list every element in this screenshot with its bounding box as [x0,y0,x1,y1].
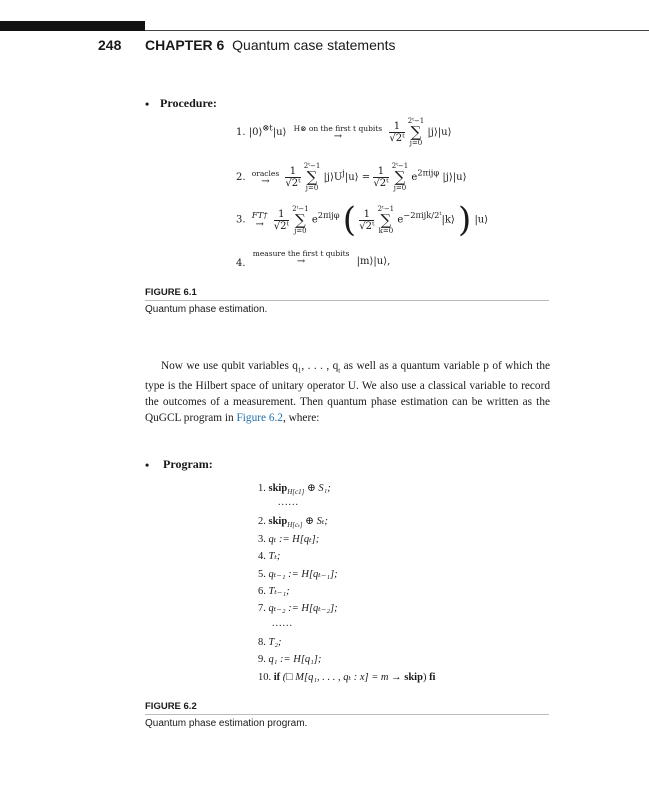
sum-upper: 2ᵗ−1 [391,162,409,170]
para-text-3: as well as a quantum variable p of which the type is the Hilbert space of unitary operator U. We also use a classical variable to record the outcomes of a measurement. Then quantum phase estimation can be written as the QuGCL program in [145,360,550,425]
sum-lower: j=0 [393,184,407,192]
keyword-skip: skip [268,516,288,527]
tensor-power: ⊗t [262,122,273,133]
line-number: 8. [258,637,266,648]
skip-subscript: H[c1] [287,488,305,497]
para-text-4: , where: [282,412,320,425]
line-text: q₁ := H[q₁]; [268,654,322,665]
program-line-10 [258,671,435,683]
sum-body: |j⟩|u⟩ [427,127,452,138]
line-text: qₜ₋₁ := H[qₜ₋₁]; [268,569,338,580]
exponent: −2πijk/2ᵗ [403,210,442,221]
procedure-step-2 [236,163,466,192]
line-number: 6. [258,586,266,597]
exp-base: e [311,214,318,226]
fraction-denominator: √2ᵗ [273,220,289,232]
sum-lower: j=0 [409,139,423,147]
line-number: 10. [258,672,272,683]
program-ellipsis-2: ...... [272,618,293,629]
exponent: 2πijφ [317,210,340,221]
program-line-7 [258,602,338,614]
program-bullet: • [145,458,150,472]
sum-body-tail: |u⟩ = [344,172,371,183]
arrow-label: oracles [251,169,280,178]
chapter-title: Quantum case statements [232,37,396,53]
line-text: (□ M[q₁, . . . , qₜ : x] = m → [280,672,405,683]
keyword-skip: skip [404,672,423,683]
line-text: Tₜ; [268,551,281,562]
para-text-2: , . . . , q [301,360,339,372]
para-sub-1: 1 [297,366,302,375]
step-number: 1. [236,127,246,138]
fraction-numerator: 1 [373,166,388,178]
sum-lower: j=0 [305,184,319,192]
program-line-1 [258,482,331,496]
sum-upper: 2ᵗ−1 [292,204,309,213]
program-line-2 [258,515,328,529]
arrow-label: FT† [251,211,268,221]
line-number: 9. [258,654,266,665]
sum-symbol: ∑ [380,210,392,229]
figure-2-caption: Quantum phase estimation program. [145,718,308,729]
fraction-denominator: √2ᵗ [285,178,301,189]
fraction-numerator: 1 [274,209,289,221]
line-number: 1. [258,483,266,494]
step-number: 4. [236,258,246,269]
line-number: 3. [258,534,266,545]
keyword-if: if [273,672,281,683]
sum-lower: j=0 [294,226,307,235]
sum-body: |j⟩|u⟩ [442,172,467,183]
keyword-skip: skip [268,483,288,494]
header-rule [145,30,649,31]
figure-1-label: FIGURE 6.1 [145,287,197,298]
sum-upper: 2ᵗ−1 [407,117,425,125]
exponent: 2πijφ [417,167,440,178]
ket-u: |u⟩ [272,127,287,138]
page-number: 248 [98,37,122,53]
figure-1-rule [145,300,549,301]
arrow-label: H⊗ on the first t qubits [293,124,383,133]
line-text: qₜ := H[qₜ]; [268,534,320,545]
line-text: ⊕ S₁; [304,483,331,494]
figure-6-2-link[interactable]: Figure 6.2 [236,412,283,425]
program-line-4 [258,550,280,562]
sum-body: |j⟩U [323,172,343,183]
arrow: → [255,219,264,230]
program-heading: Program: [163,457,213,471]
paren-close: ) [457,200,472,240]
line-text: Tₜ₋₁; [268,586,290,597]
chapter-heading [145,37,396,53]
program-line-9 [258,654,321,665]
paren-open: ( [342,200,357,240]
ket-u: |u⟩ [474,214,489,226]
fraction-denominator: √2ᵗ [359,220,375,232]
ket-zero: |0⟩ [248,127,263,138]
line-number: 4. [258,551,266,562]
para-sub-t: t [338,366,341,375]
procedure-step-1 [236,118,452,147]
line-text: T₂; [268,637,282,648]
program-line-6 [258,585,290,597]
step-number: 3. [236,214,246,226]
sum-symbol: ∑ [306,168,318,186]
arrow: → [333,131,343,142]
line-number: 2. [258,516,266,527]
exp-base: e [397,214,404,226]
sum-upper: 2ᵗ−1 [303,162,321,170]
program-ellipsis-1: ...... [278,497,299,508]
figure-1-caption: Quantum phase estimation. [145,304,268,315]
fraction-numerator: 1 [389,121,404,133]
figure-2-label: FIGURE 6.2 [145,701,197,712]
para-text-1: Now we use qubit variables q [161,360,298,372]
body-paragraph [145,358,550,426]
figure-2-rule [145,714,549,715]
fraction-denominator: √2ᵗ [389,133,405,144]
step-number: 2. [236,172,246,183]
exp-base: e [411,172,418,183]
ket-k: |k⟩ [441,214,455,226]
fraction-denominator: √2ᵗ [373,178,389,189]
procedure-heading: Procedure: [160,96,217,110]
fraction-numerator: 1 [285,166,300,178]
skip-subscript: H[cₜ] [287,521,303,530]
header-bar [0,21,145,31]
program-line-5 [258,568,338,580]
line-text-end: ) [422,672,430,683]
arrow-label: measure the first t qubits [252,249,350,258]
program-line-3 [258,533,319,545]
sum-lower: k=0 [378,226,394,235]
line-number: 7. [258,603,266,614]
arrow: → [261,176,270,187]
fraction-numerator: 1 [359,209,374,221]
chapter-label: CHAPTER 6 [145,37,225,53]
unitary-power: j [342,167,345,178]
sum-upper: 2ᵗ−1 [377,204,395,213]
procedure-bullet: • [145,97,150,111]
sum-symbol: ∑ [410,123,422,141]
sum-symbol: ∑ [394,168,406,186]
measure-result: |m⟩|u⟩, [356,256,391,267]
procedure-step-4 [236,249,390,269]
sum-symbol: ∑ [295,210,306,229]
program-line-8 [258,637,282,648]
keyword-fi: fi [429,672,436,683]
arrow: → [296,256,306,267]
procedure-step-3 [236,200,489,240]
line-number: 5. [258,569,266,580]
line-text: ⊕ Sₜ; [302,516,328,527]
line-text: qₜ₋₂ := H[qₜ₋₂]; [268,603,338,614]
